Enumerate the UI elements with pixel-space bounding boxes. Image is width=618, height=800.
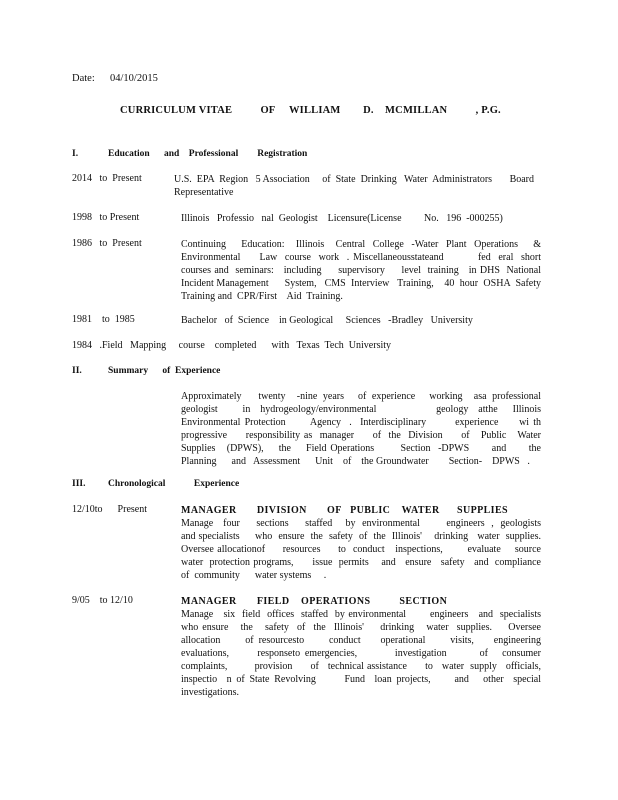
section-number-education: I. [72, 149, 79, 159]
section-number-chronological: III. [72, 479, 86, 489]
education-dates: 1981 to 1985 [72, 314, 135, 325]
education-item: Continuing Education: Illinois Central College -Water Plant Operations & Environmental Law course work . Miscellaneousstateand fed eral short courses and seminars: including supervisory level training in DHS National Incident Management System, CMS Interview Training, 40 hour OSHA Safety Training and CPR/First Aid Training. [181, 239, 549, 302]
section-number-summary: II. [72, 366, 82, 376]
experience-heading: MANAGER DIVISION OF PUBLIC WATER SUPPLIES [181, 505, 508, 516]
experience-description: Manage four sections staffed by environmental engineers , geologists and specialists who ensure the safety of the Illinois' drinking water supplies. Oversee allocationof resources to conduct inspections, evaluate source water protection programs, issue permits and ensure safety and compliance of community water systems . [181, 518, 556, 581]
experience-heading: MANAGER FIELD OPERATIONS SECTION [181, 596, 448, 607]
document-title: CURRICULUM VITAE OF WILLIAM D. MCMILLAN , P.G. [120, 105, 501, 116]
education-dates: 2014 to Present [72, 173, 142, 184]
experience-description: Manage six field offices staffed by environmental engineers and specialists who ensure the safety of the Illinois' drinking water supplies. Oversee allocation of resourcesto conduct operational visits, engineering evaluations, responseto emergencies, investigation of consumer complaints, provision of technical assistance to water supply officials, inspectio n of State Revolving Fund loan projects, and other special investigations. [181, 609, 554, 698]
date-label: Date: [72, 73, 95, 84]
education-dates: 1986 to Present [72, 238, 142, 249]
education-item: Bachelor of Science in Geological Sciences -Bradley University [181, 315, 473, 326]
date-value: 04/10/2015 [110, 73, 158, 84]
experience-dates: 12/10to Present [72, 504, 147, 515]
experience-dates: 9/05 to 12/10 [72, 595, 133, 606]
section-title-education: Education and Professional Registration [108, 149, 308, 159]
section-title-chronological: Chronological Experience [108, 479, 240, 489]
section-title-summary: Summary of Experience [108, 366, 221, 376]
summary-paragraph: Approximately twenty -nine years of experience working asa professional geologist in hydrogeology/environmental geology atthe Illinois Environmental Protection Agency . Interdisciplinary experience wi th progressive responsibility as manager of the Division of Public Water Supplies (DPWS), the Field Operations Section -DPWS and the Planning and Assessment Unit of the Groundwater Section- DPWS . [181, 391, 549, 467]
education-item: U.S. EPA Region 5 Association of State Drinking Water Administrators Board Representative [174, 174, 537, 198]
education-item: Illinois Professio nal Geologist Licensure(License No. 196 -000255) [181, 213, 503, 224]
education-item: 1984 .Field Mapping course completed with Texas Tech University [72, 340, 392, 351]
education-dates: 1998 to Present [72, 212, 140, 223]
